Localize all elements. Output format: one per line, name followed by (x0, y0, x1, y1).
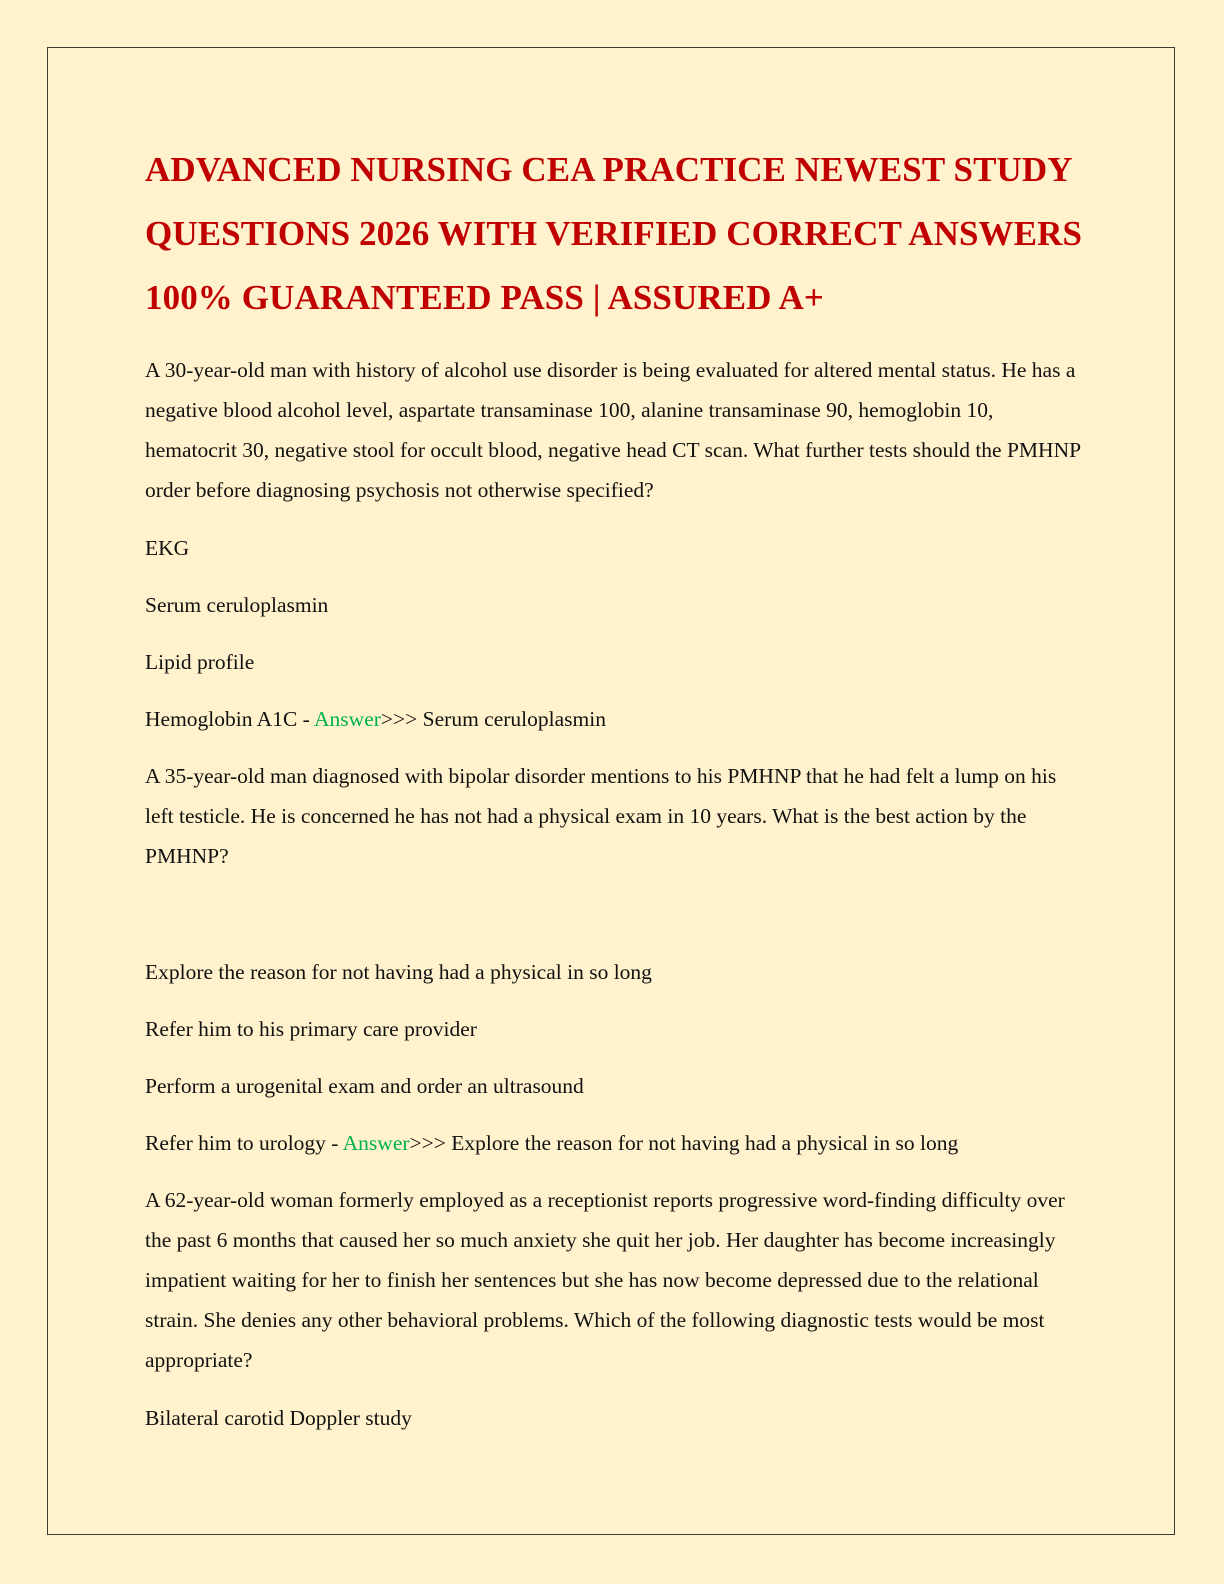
question-1-answer: >>> Serum ceruloplasmin (380, 707, 606, 731)
question-3-option-1: Bilateral carotid Doppler study (145, 1406, 412, 1430)
question-1-option-1: EKG (145, 536, 190, 560)
question-1-option-3: Lipid profile (145, 650, 255, 674)
question-2-option-4: Refer him to urology - (145, 1131, 343, 1155)
document-content (145, 138, 1085, 1455)
question-3-text: A 62-year-old woman formerly employed as a receptionist reports progressive word-finding difficulty over the past 6 months that caused her so much anxiety she quit her job. Her daughter has become increasingly impatient waiting for her to finish her sentences but she has now become depressed due to the relational strain. She denies any other behavioral problems. Which of the following diagnostic tests would be most appropriate? (145, 1188, 1065, 1372)
question-1-answer-line (145, 699, 1085, 739)
question-2-text: A 35-year-old man diagnosed with bipolar disorder mentions to his PMHNP that he had felt a lump on his left testicle. He is concerned he has not had a physical exam in 10 years. What is the best action by the PMHNP? (145, 764, 1057, 868)
document-title: ADVANCED NURSING CEA PRACTICE NEWEST STUDY QUESTIONS 2026 WITH VERIFIED CORRECT ANSWERS 100% GUARANTEED PASS | ASSURED A+ (145, 150, 1083, 317)
question-2-option-3: Perform a urogenital exam and order an ultrasound (145, 1074, 584, 1098)
question-2-option-1: Explore the reason for not having had a physical in so long (145, 960, 652, 984)
answer-label: Answer (342, 1131, 410, 1155)
question-1-option-4: Hemoglobin A1C - (145, 707, 315, 731)
question-2-answer: >>> Explore the reason for not having had a physical in so long (409, 1131, 959, 1155)
question-1-option-2: Serum ceruloplasmin (145, 593, 329, 617)
question-1-text: A 30-year-old man with history of alcohol use disorder is being evaluated for altered mental status. He has a negative blood alcohol level, aspartate transaminase 100, alanine transaminase 90, hemoglobin 10, hematocrit 30, negative stool for occult blood, negative head CT scan. What further tests should the PMHNP order before diagnosing psychosis not otherwise specified? (145, 358, 1081, 502)
question-2-answer-line (145, 1123, 1085, 1163)
blank-spacer (145, 894, 1085, 952)
answer-label: Answer (314, 707, 381, 731)
question-2-option-2: Refer him to his primary care provider (145, 1017, 477, 1041)
